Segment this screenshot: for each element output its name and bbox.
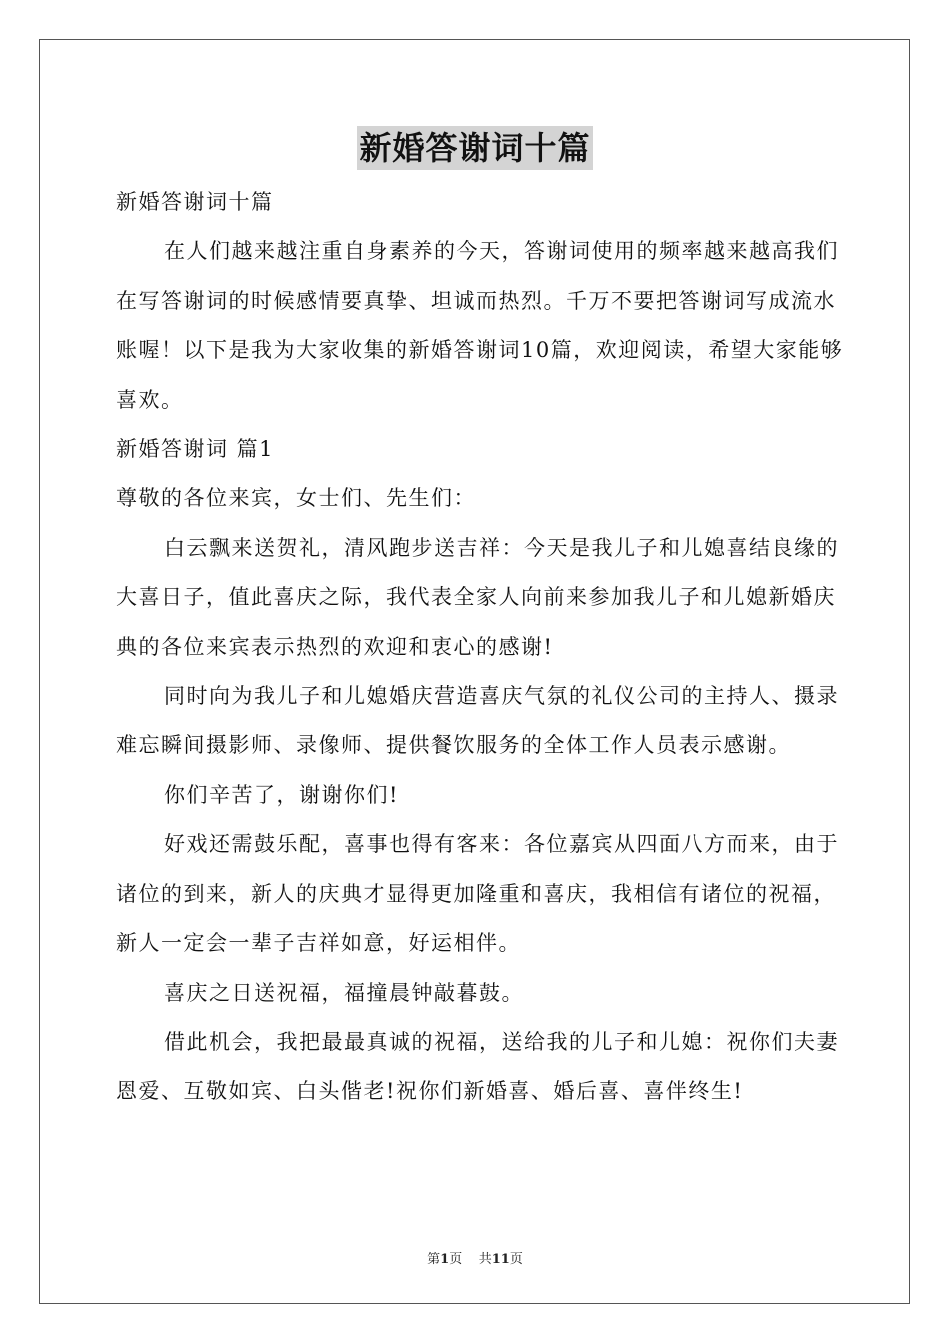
title-area (0, 126, 950, 170)
footer-total-prefix: 共 (478, 1252, 492, 1267)
body-paragraph: 好戏还需鼓乐配，喜事也得有客来：各位嘉宾从四面八方而来，由于诸位的到来，新人的庆典才显得更加隆重和喜庆，我相信有诸位的祝福，新人一定会一辈子吉祥如意，好运相伴。 (116, 832, 839, 956)
body-paragraph: 喜庆之日送祝福，福撞晨钟敲暮鼓。 (164, 980, 524, 1005)
footer-total-pages: 11 (491, 1252, 510, 1267)
body-paragraph: 你们辛苦了，谢谢你们! (164, 782, 399, 807)
document-title: 新婚答谢词十篇 (357, 126, 592, 170)
body-paragraph: 同时向为我儿子和儿媳婚庆营造喜庆气氛的礼仪公司的主持人、摄录难忘瞬间摄影师、录像师、提供餐饮服务的全体工作人员表示感谢。 (116, 684, 839, 758)
section-heading: 新婚答谢词 篇1 (116, 437, 275, 462)
footer-total-suffix: 页 (509, 1252, 523, 1267)
subtitle: 新婚答谢词十篇 (116, 190, 274, 214)
body-paragraph: 白云飘来送贺礼，清风跑步送吉祥：今天是我儿子和儿媳喜结良缘的大喜日子，值此喜庆之际，我代表全家人向前来参加我儿子和儿媳新婚庆典的各位来宾表示热烈的欢迎和衷心的感谢! (116, 535, 839, 659)
page-footer (0, 1248, 950, 1267)
footer-page-number: 1 (440, 1252, 450, 1267)
salutation: 尊敬的各位来宾，女士们、先生们： (116, 486, 476, 511)
body-paragraph: 借此机会，我把最最真诚的祝福，送给我的儿子和儿媳：祝你们夫妻恩爱、互敬如宾、白头偕老!祝你们新婚喜、婚后喜、喜伴终生! (116, 1029, 839, 1104)
footer-page-prefix: 第 (427, 1252, 441, 1267)
intro-paragraph: 在人们越来越注重自身素养的今天，答谢词使用的频率越来越高我们在写答谢词的时候感情要真挚、坦诚而热烈。千万不要把答谢词写成流水账喔！以下是我为大家收集的新婚答谢词10篇，欢迎阅读，希望大家能够喜欢。 (116, 239, 844, 412)
document-body (116, 178, 856, 1117)
footer-page-suffix: 页 (449, 1252, 463, 1267)
